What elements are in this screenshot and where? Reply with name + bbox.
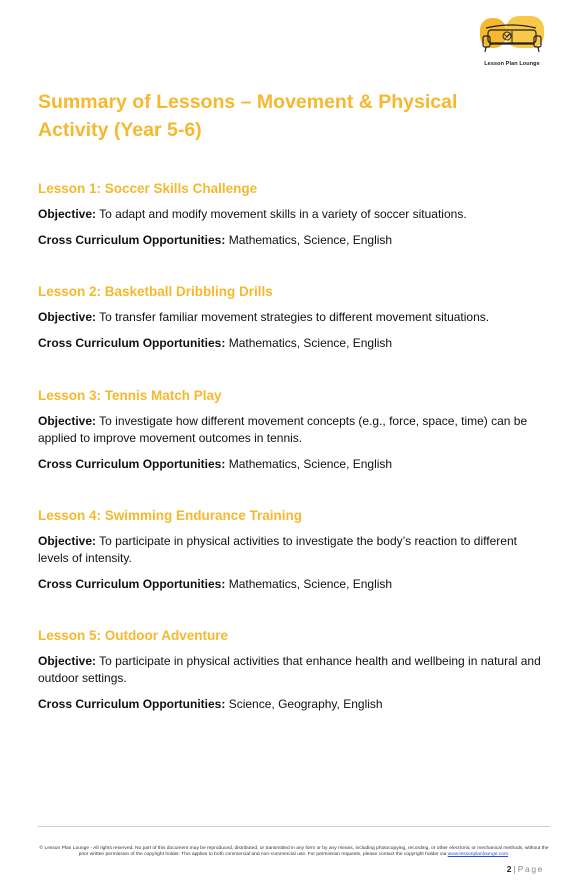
objective-text: To participate in physical activities that enhance health and wellbeing in natural and outdoor settings. [38, 654, 541, 685]
website-link[interactable]: www.lessonplanlounge.com [447, 852, 509, 858]
page-number-value: 2 [506, 864, 512, 874]
page-word: Page [517, 864, 544, 874]
objective-text: To investigate how different movement concepts (e.g., force, space, time) can be applied to improve movement outcomes in tennis. [38, 414, 528, 445]
lesson-heading: Lesson 5: Outdoor Adventure [38, 628, 229, 643]
lesson-2 [38, 283, 550, 352]
cross-curriculum-label: Cross Curriculum Opportunities: [38, 336, 226, 350]
lesson-heading: Lesson 2: Basketball Dribbling Drills [38, 284, 273, 299]
page-title: Summary of Lessons – Movement & Physical Activity (Year 5-6) [38, 91, 458, 141]
lesson-cross-curriculum [38, 232, 550, 249]
lesson-heading: Lesson 3: Tennis Match Play [38, 388, 222, 403]
copyright-period: . [508, 852, 510, 858]
lesson-cross-curriculum [38, 696, 550, 713]
lesson-heading: Lesson 4: Swimming Endurance Training [38, 508, 303, 523]
objective-label: Objective: [38, 414, 97, 428]
cross-curriculum-text: Mathematics, Science, English [228, 233, 393, 247]
cross-curriculum-text: Mathematics, Science, English [228, 577, 393, 591]
cross-curriculum-label: Cross Curriculum Opportunities: [38, 577, 226, 591]
page-number [507, 864, 544, 874]
objective-label: Objective: [38, 654, 97, 668]
lesson-5 [38, 627, 550, 713]
objective-label: Objective: [38, 534, 97, 548]
objective-text: To transfer familiar movement strategies to different movement situations. [99, 310, 490, 324]
footer-copyright [38, 846, 550, 859]
lesson-objective [38, 309, 550, 326]
footer-divider [38, 826, 550, 827]
lesson-objective [38, 206, 550, 223]
page-number-separator: | [513, 864, 516, 874]
lesson-1 [38, 180, 550, 249]
lesson-cross-curriculum [38, 335, 550, 352]
lesson-objective [38, 413, 550, 447]
cross-curriculum-text: Mathematics, Science, English [228, 336, 393, 350]
cross-curriculum-text: Mathematics, Science, English [228, 457, 393, 471]
logo-wordmark: Lesson Plan Lounge [484, 61, 540, 67]
cross-curriculum-label: Cross Curriculum Opportunities: [38, 697, 226, 711]
lesson-cross-curriculum [38, 456, 550, 473]
lounge-sofa-icon [476, 14, 548, 60]
objective-label: Objective: [38, 207, 97, 221]
copyright-text: © Lesson Plan Lounge - All rights reserved. No part of this document may be reproduced, distributed, or transmitted in any form or by any means, including photocopying, recording, or other electronic or mechanical methods, without the prior written permission of the copyright holder. This applies to both commercial and non-commercial use. For permission requests, please contact the copyright holder via [39, 846, 549, 858]
brand-logo [476, 14, 548, 72]
lesson-3 [38, 387, 550, 473]
objective-label: Objective: [38, 310, 97, 324]
cross-curriculum-text: Science, Geography, English [228, 697, 383, 711]
objective-text: To participate in physical activities to investigate the body’s reaction to different levels of intensity. [38, 534, 517, 565]
lesson-objective [38, 653, 550, 687]
lesson-4 [38, 507, 550, 593]
cross-curriculum-label: Cross Curriculum Opportunities: [38, 233, 226, 247]
objective-text: To adapt and modify movement skills in a variety of soccer situations. [99, 207, 467, 221]
cross-curriculum-label: Cross Curriculum Opportunities: [38, 457, 226, 471]
lesson-objective [38, 533, 550, 567]
lesson-cross-curriculum [38, 576, 550, 593]
lesson-heading: Lesson 1: Soccer Skills Challenge [38, 181, 258, 196]
